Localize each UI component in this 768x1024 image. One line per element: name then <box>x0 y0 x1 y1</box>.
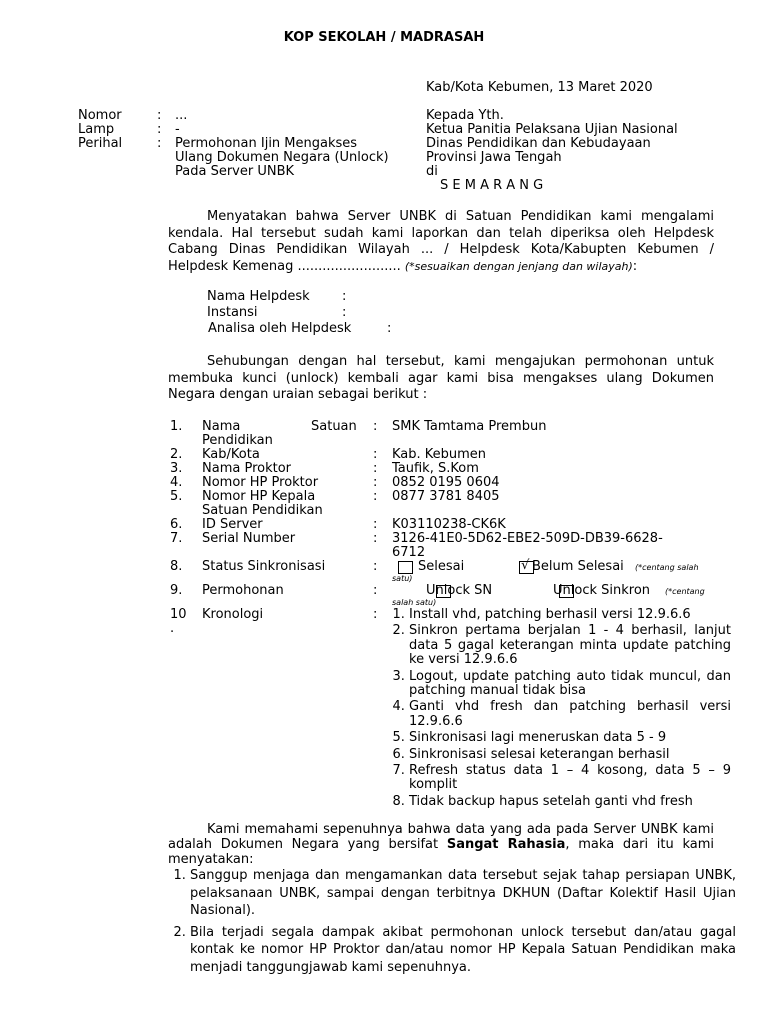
row-number: 4. <box>170 475 183 490</box>
row-number: 8. <box>170 559 183 574</box>
colon: : <box>157 136 162 151</box>
colon: : <box>387 321 392 336</box>
helpdesk-analisa-label: Analisa oleh Helpdesk <box>208 321 352 336</box>
paragraph-statement-text: Kami memahami sepenuhnya bahwa data yang ada pada Server UNBK kami adalah Dokumen Negara yang bersifat <box>168 822 714 852</box>
request-note: salah satu) <box>392 598 437 607</box>
row-number: 5. <box>170 489 183 504</box>
serial-number-value: 6712 <box>392 545 426 560</box>
statement-item: 1. Sanggup menjaga dan mengamankan data tersebut sejak tahap persiapan UNBK, pelaksanaan UNBK, sampai dengan terbitnya DKHUN (Daftar Kolektif Hasil Ujian Nasional). <box>190 867 736 920</box>
row-label: Nomor HP Proktor <box>202 475 319 490</box>
school-name-value: SMK Tamtama Prembun <box>392 419 547 434</box>
kronologi-item: 3. Logout, update patching auto tidak muncul, dan patching manual tidak bisa <box>409 670 731 699</box>
proktor-phone-value: 0852 0195 0604 <box>392 475 500 490</box>
kronologi-item: 4. Ganti vhd fresh dan patching berhasil versi 12.9.6.6 <box>409 700 731 729</box>
perihal-line: Permohonan Ijin Mengakses <box>175 136 358 151</box>
helpdesk-name-label: Nama Helpdesk <box>207 289 310 304</box>
colon: : <box>157 108 162 123</box>
recipient-line: Kepada Yth. <box>426 108 504 123</box>
server-id-value: K03110238-CK6K <box>392 517 506 532</box>
kronologi-list <box>392 608 731 809</box>
perihal-line: Ulang Dokumen Negara (Unlock) <box>175 150 389 165</box>
colon: : <box>342 289 347 304</box>
paragraph-statement <box>168 822 714 867</box>
recipient-line: Provinsi Jawa Tengah <box>426 150 562 165</box>
row-number: 1. <box>170 419 183 434</box>
row-label: Nama <box>202 419 241 434</box>
status-note: (*centang salah <box>635 563 699 572</box>
statement-item: 2. Bila terjadi segala dampak akibat permohonan unlock tersebut dan/atau gagal kontak ke nomor HP Proktor dan/atau nomor HP Kepala Satuan Pendidikan maka menjadi tanggungjawab kami sepenuhnya. <box>190 924 736 977</box>
paragraph-intro <box>168 209 714 275</box>
row-label: Satuan <box>311 419 357 434</box>
kronologi-item: 5. Sinkronisasi lagi meneruskan data 5 - 9 <box>409 731 731 745</box>
row-label: Serial Number <box>202 531 296 546</box>
colon: : <box>373 531 378 546</box>
row-number: 10 <box>170 607 187 622</box>
kronologi-item: 6. Sinkronisasi selesai keterangan berhasil <box>409 748 731 762</box>
colon: : <box>373 419 378 434</box>
row-label: Permohonan <box>202 583 284 598</box>
status-belum-selesai-label: Belum Selesai <box>532 559 624 574</box>
colon: : <box>373 607 378 622</box>
kabkota-value: Kab. Kebumen <box>392 447 487 462</box>
kronologi-item: 8. Tidak backup hapus setelah ganti vhd fresh <box>409 795 731 809</box>
colon: : <box>373 559 378 574</box>
lamp-label: Lamp <box>78 122 115 137</box>
statements-list <box>168 867 736 976</box>
request-note: (*centang <box>665 587 705 596</box>
row-label: Kab/Kota <box>202 447 260 462</box>
paragraph-intro-note: (*sesuaikan dengan jenjang dan wilayah) <box>404 259 633 273</box>
row-label: Satuan Pendidikan <box>202 503 323 518</box>
status-selesai-checkbox[interactable] <box>398 561 413 574</box>
paragraph-intro-end: : <box>632 258 638 274</box>
serial-number-value: 3126-41E0-5D62-EBE2-509D-DB39-6628- <box>392 531 663 546</box>
kronologi-item: 2. Sinkron pertama berjalan 1 - 4 berhasil, lanjut data 5 gagal keterangan minta update patching ke versi 12.9.6.6 <box>409 624 731 667</box>
helpdesk-instansi-label: Instansi <box>207 305 258 320</box>
lamp-value: - <box>175 122 180 137</box>
paragraph-statement-text: , maka dari itu kami menyatakan: <box>168 837 714 867</box>
colon: : <box>373 489 378 504</box>
principal-phone-value: 0877 3781 8405 <box>392 489 500 504</box>
proktor-name-value: Taufik, S.Kom <box>392 461 479 476</box>
row-label: Kronologi <box>202 607 264 622</box>
nomor-value: ... <box>175 108 188 123</box>
row-number: 6. <box>170 517 183 532</box>
row-label: Nomor HP Kepala <box>202 489 316 504</box>
recipient-city: S E M A R A N G <box>440 178 544 193</box>
status-selesai-label: Selesai <box>418 559 465 574</box>
colon: : <box>157 122 162 137</box>
recipient-line: Ketua Panitia Pelaksana Ujian Nasional <box>426 122 678 137</box>
colon: : <box>373 461 378 476</box>
row-number: 9. <box>170 583 183 598</box>
unlock-sinkron-label: Unlock Sinkron <box>553 583 651 598</box>
colon: : <box>342 305 347 320</box>
letterhead-title: KOP SEKOLAH / MADRASAH <box>283 30 485 45</box>
colon: : <box>373 583 378 598</box>
unlock-sn-label: Unlock SN <box>426 583 493 598</box>
colon: : <box>373 517 378 532</box>
kronologi-item: 7. Refresh status data 1 – 4 kosong, data 5 – 9 komplit <box>409 764 731 793</box>
colon: : <box>373 475 378 490</box>
perihal-line: Pada Server UNBK <box>175 164 295 179</box>
colon: : <box>373 447 378 462</box>
status-note: satu) <box>392 574 413 583</box>
row-number: 2. <box>170 447 183 462</box>
letter-date: Kab/Kota Kebumen, 13 Maret 2020 <box>426 80 653 95</box>
paragraph-intro-text: Menyatakan bahwa Server UNBK di Satuan Pendidikan kami mengalami kendala. Hal tersebut sudah kami laporkan dan telah diperiksa oleh Helpdesk Cabang Dinas Pendidikan Wilayah ... / Helpdesk Kota/Kabupten Kebumen / Helpdesk Kemenag ......................... <box>168 209 714 274</box>
recipient-line: Dinas Pendidikan dan Kebudayaan <box>426 136 651 151</box>
paragraph-statement-emphasis: Sangat Rahasia <box>446 837 566 852</box>
nomor-label: Nomor <box>78 108 122 123</box>
row-number: 3. <box>170 461 183 476</box>
row-label: Status Sinkronisasi <box>202 559 326 574</box>
row-label: Pendidikan <box>202 433 273 448</box>
row-number: . <box>170 621 175 636</box>
perihal-label: Perihal <box>78 136 123 151</box>
kronologi-item: 1. Install vhd, patching berhasil versi 12.9.6.6 <box>409 608 731 622</box>
row-label: ID Server <box>202 517 263 532</box>
recipient-line: di <box>426 164 438 179</box>
row-number: 7. <box>170 531 183 546</box>
paragraph-request: Sehubungan dengan hal tersebut, kami mengajukan permohonan untuk membuka kunci (unlock) kembali agar kami bisa mengakses ulang Dokumen Negara dengan uraian sebagai berikut : <box>168 354 714 402</box>
row-label: Nama Proktor <box>202 461 292 476</box>
